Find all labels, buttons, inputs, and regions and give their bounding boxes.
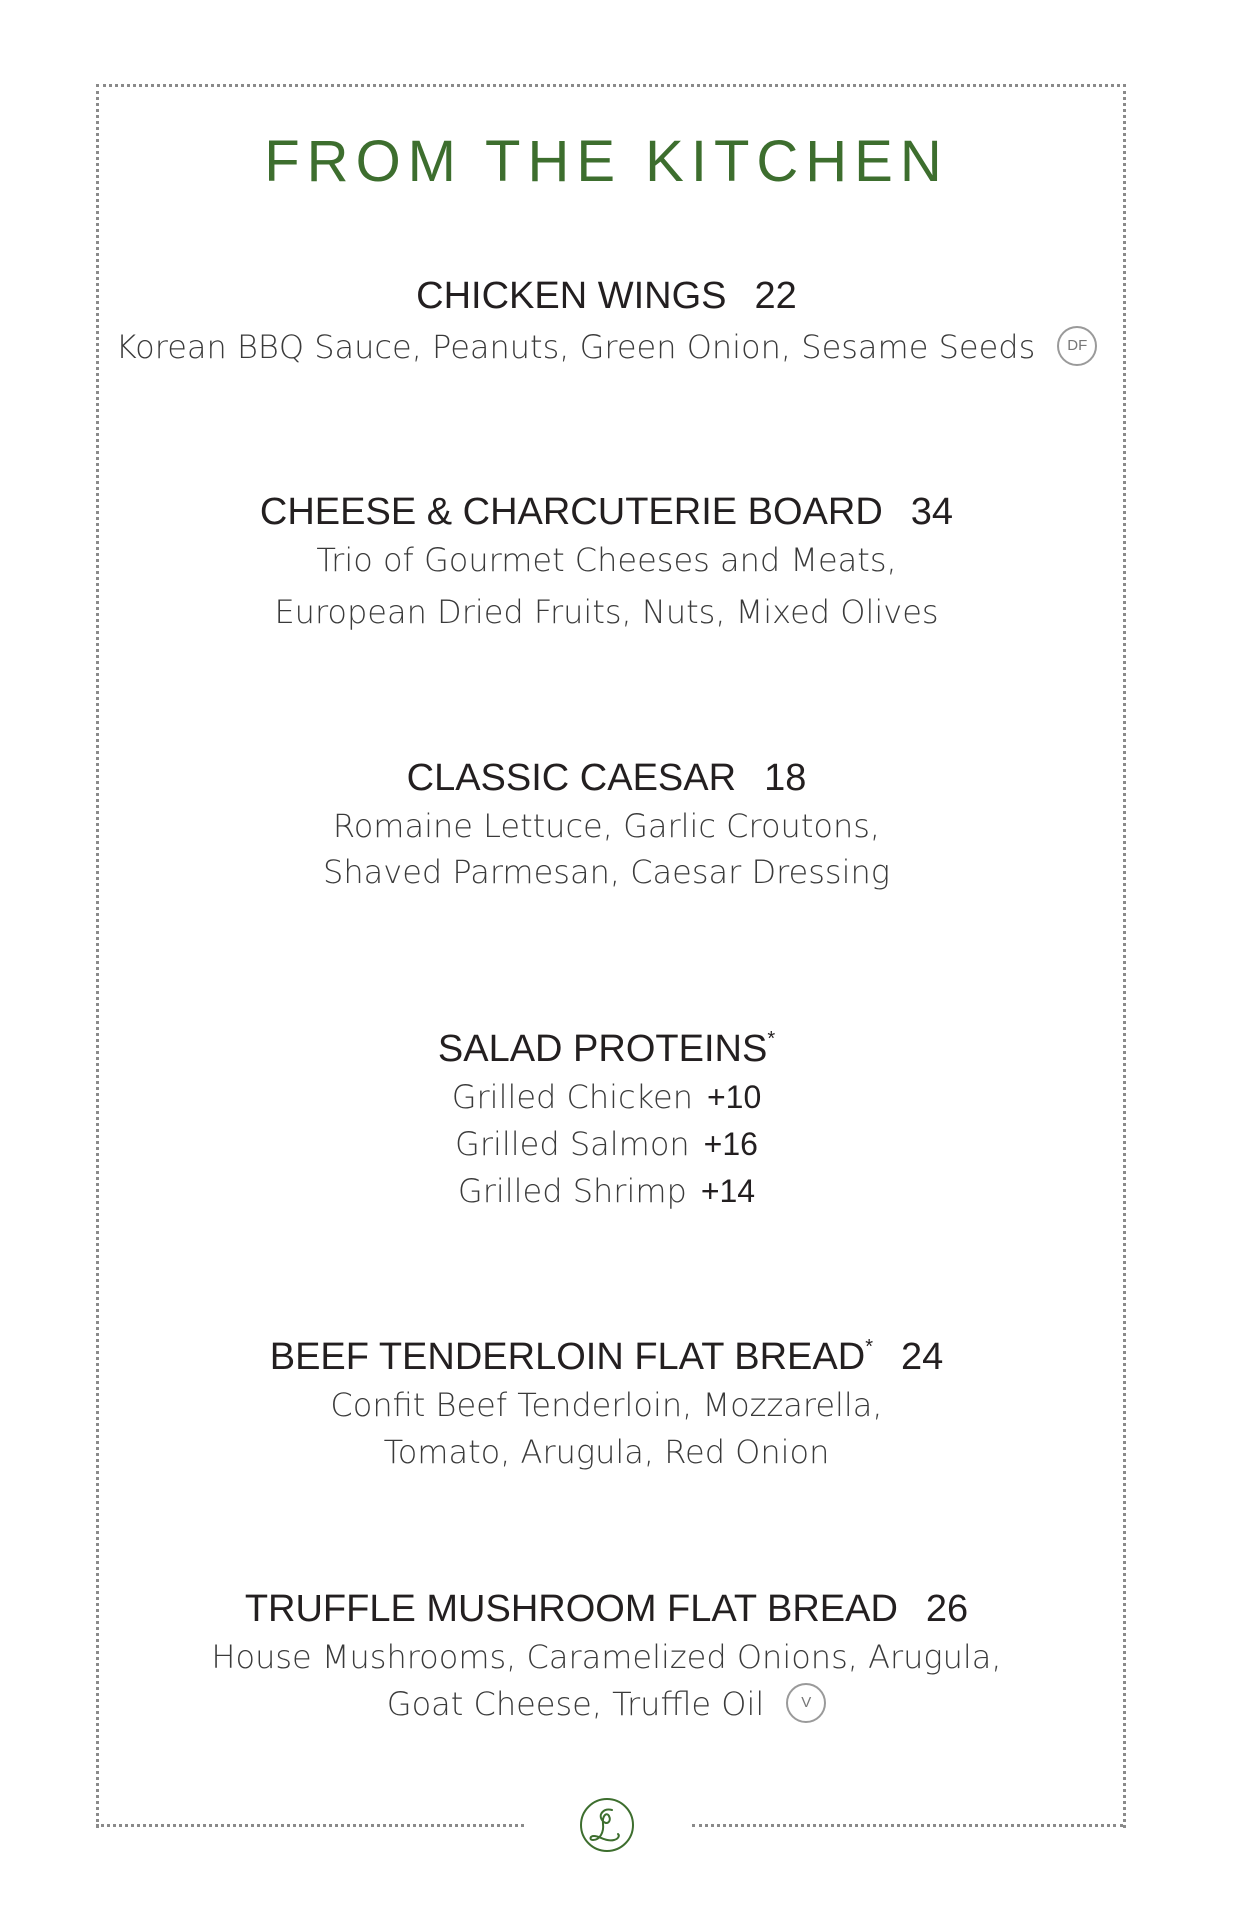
item-name: CHICKEN WINGS xyxy=(416,275,727,317)
protein-price: +16 xyxy=(703,1126,758,1162)
menu-item-salad-proteins xyxy=(0,1015,1213,1215)
item-price: 34 xyxy=(910,491,954,533)
item-description-line: Shaved Parmesan, Caesar Dressing xyxy=(323,853,890,891)
item-price: 26 xyxy=(925,1588,969,1630)
item-name: BEEF TENDERLOIN FLAT BREAD xyxy=(269,1336,866,1378)
vegetarian-badge: V xyxy=(786,1683,826,1723)
item-description-line: Trio of Gourmet Cheeses and Meats, xyxy=(316,541,897,579)
item-description-line: European Dried Fruits, Nuts, Mixed Olives xyxy=(274,593,939,631)
item-description-line: House Mushrooms, Caramelized Onions, Arugula, xyxy=(211,1638,1002,1676)
menu-item-cheese-charcuterie xyxy=(0,488,1213,636)
protein-name: Grilled Salmon xyxy=(455,1125,690,1163)
item-price: 24 xyxy=(901,1336,944,1378)
protein-price: +10 xyxy=(706,1079,762,1115)
menu-border-bottom-left xyxy=(96,1824,524,1827)
monogram-L-icon xyxy=(578,1796,636,1854)
item-name: CHEESE & CHARCUTERIE BOARD xyxy=(259,491,883,533)
protein-option xyxy=(0,1120,1213,1168)
item-price: 22 xyxy=(754,275,797,317)
menu-border-bottom-right xyxy=(692,1824,1123,1827)
menu-item-chicken-wings xyxy=(0,272,1213,371)
item-description: Korean BBQ Sauce, Peanuts, Green Onion, Sesame Seeds xyxy=(115,328,1036,366)
item-description-line: Confit Beef Tenderloin, Mozzarella, xyxy=(330,1386,883,1424)
dairy-free-badge: DF xyxy=(1057,326,1097,366)
item-description-line: Romaine Lettuce, Garlic Croutons, xyxy=(332,807,881,845)
menu-item-beef-tenderloin-flat-bread xyxy=(0,1323,1213,1476)
item-name: TRUFFLE MUSHROOM FLAT BREAD xyxy=(244,1588,898,1630)
menu-item-classic-caesar xyxy=(0,754,1213,896)
item-description-line: Goat Cheese, Truffle Oil xyxy=(386,1685,765,1723)
asterisk-marker: * xyxy=(865,1336,873,1358)
menu-title: FROM THE KITCHEN xyxy=(264,129,949,194)
item-name: SALAD PROTEINS xyxy=(437,1028,768,1070)
menu-item-truffle-mushroom-flat-bread xyxy=(0,1585,1213,1728)
item-name: CLASSIC CAESAR xyxy=(406,757,737,799)
protein-option xyxy=(0,1073,1213,1121)
protein-name: Grilled Shrimp xyxy=(457,1172,687,1210)
protein-option xyxy=(0,1167,1213,1215)
item-description-line: Tomato, Arugula, Red Onion xyxy=(383,1433,830,1471)
item-price: 18 xyxy=(764,757,807,799)
asterisk-marker: * xyxy=(767,1028,776,1050)
protein-name: Grilled Chicken xyxy=(451,1078,693,1116)
protein-price: +14 xyxy=(700,1173,756,1209)
